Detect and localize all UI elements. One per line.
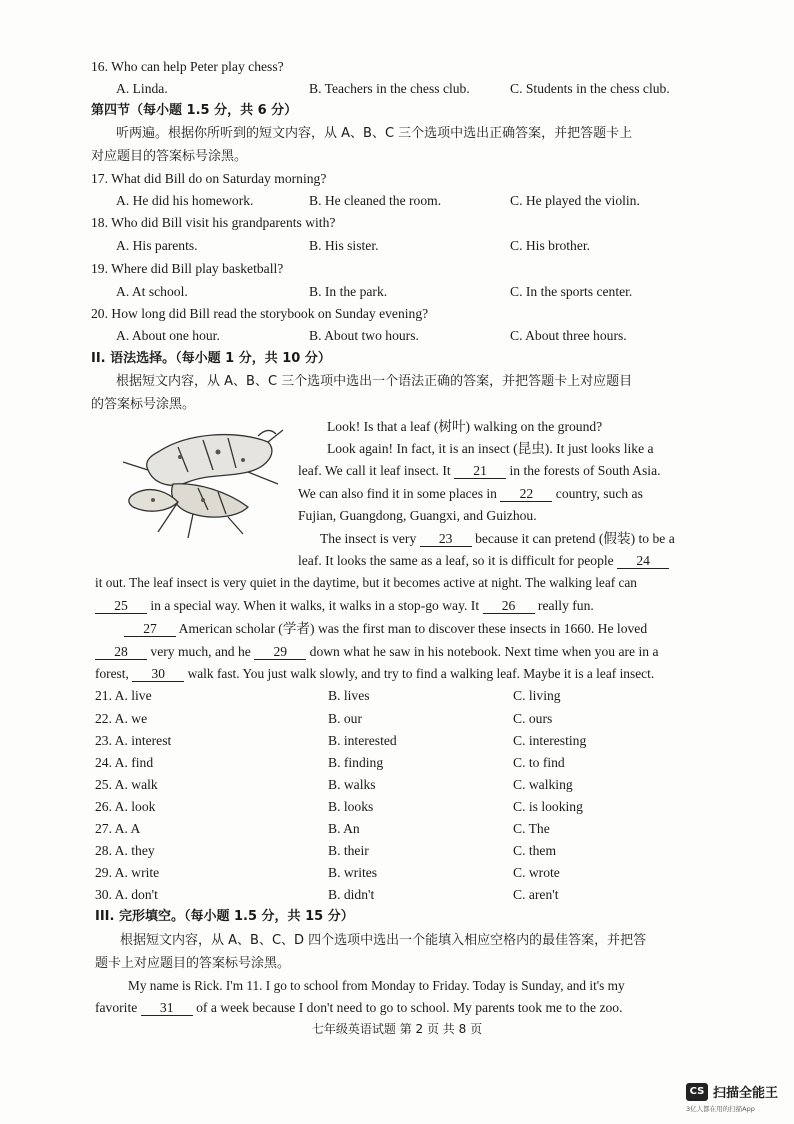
option-25-b[interactable]: B. walks — [328, 777, 376, 792]
passage1-text: forest, — [95, 666, 129, 681]
page-footer: 七年级英语试题 第 2 页 共 8 页 — [311, 1022, 483, 1036]
option-26-c[interactable]: C. is looking — [513, 799, 583, 814]
passage1-text: country, such as — [555, 486, 643, 501]
passage1-text: leaf. We call it leaf insect. It — [298, 463, 451, 478]
option-24-c[interactable]: C. to find — [513, 755, 565, 770]
blank-25[interactable]: 25 — [95, 598, 147, 614]
passage1-text: We can also find it in some places in — [298, 486, 497, 501]
passage1-text: American scholar (学者) was the first man to discover these insects in 1660. He loved — [178, 621, 648, 636]
option-28-c[interactable]: C. them — [513, 843, 557, 858]
q17-option-b: B. He cleaned the room. — [309, 193, 442, 208]
cs-logo-icon: CS — [686, 1083, 708, 1101]
grammar-heading: II. 语法选择。（每小题 1 分，共 10 分） — [91, 351, 331, 366]
passage1-line-4 — [298, 485, 643, 503]
passage1-text: in the forests of South Asia. — [509, 463, 661, 478]
q16-option-a: A. Linda. — [116, 81, 168, 96]
option-23-a[interactable]: 23. A. interest — [95, 733, 172, 748]
q20-option-c: C. About three hours. — [510, 328, 627, 343]
blank-29[interactable]: 29 — [254, 644, 306, 660]
passage1-line-12 — [95, 665, 654, 683]
option-26-a[interactable]: 26. A. look — [95, 799, 156, 814]
passage1-line-5: Fujian, Guangdong, Guangxi, and Guizhou. — [298, 508, 537, 523]
option-25-c[interactable]: C. walking — [513, 777, 573, 792]
passage1-text: down what he saw in his notebook. Next time when you are in a — [309, 644, 659, 659]
blank-21[interactable]: 21 — [454, 463, 506, 479]
section4-instruction-2: 对应题目的答案标号涂黑。 — [91, 149, 248, 164]
option-30-c[interactable]: C. aren't — [513, 887, 559, 902]
option-21-c[interactable]: C. living — [513, 688, 561, 703]
cloze-line-1: My name is Rick. I'm 11. I go to school from Monday to Friday. Today is Sunday, and it's my — [128, 978, 625, 993]
passage1-line-9 — [95, 597, 594, 615]
cloze-text: favorite — [95, 1000, 138, 1015]
q16-option-b: B. Teachers in the chess club. — [309, 81, 470, 96]
grammar-instruction-2: 的答案标号涂黑。 — [91, 397, 196, 412]
q18-option-c: C. His brother. — [510, 238, 591, 253]
q20-option-b: B. About two hours. — [309, 328, 419, 343]
option-25-a[interactable]: 25. A. walk — [95, 777, 158, 792]
blank-22[interactable]: 22 — [500, 486, 552, 502]
blank-31[interactable]: 31 — [141, 1000, 193, 1016]
passage1-text: leaf. It looks the same as a leaf, so it is difficult for people — [298, 553, 614, 568]
option-24-b[interactable]: B. finding — [328, 755, 384, 770]
leaf-insect-illustration — [118, 422, 288, 540]
passage1-line-7 — [298, 552, 669, 570]
option-29-b[interactable]: B. writes — [328, 865, 378, 880]
passage1-line-11 — [95, 643, 658, 661]
q19-option-a: A. At school. — [116, 284, 188, 299]
q18-option-b: B. His sister. — [309, 238, 379, 253]
q17-option-c: C. He played the violin. — [510, 193, 640, 208]
q19-option-b: B. In the park. — [309, 284, 388, 299]
passage1-text: The insect is very — [320, 531, 417, 546]
grammar-instruction-1: 根据短文内容，从 A、B、C 三个选项中选出一个语法正确的答案，并把答题卡上对应题目 — [116, 374, 633, 389]
option-23-c[interactable]: C. interesting — [513, 733, 587, 748]
option-27-b[interactable]: B. An — [328, 821, 360, 836]
blank-30[interactable]: 30 — [132, 666, 184, 682]
passage1-line-1: Look! Is that a leaf (树叶) walking on the ground? — [327, 419, 603, 434]
option-24-a[interactable]: 24. A. find — [95, 755, 154, 770]
option-27-c[interactable]: C. The — [513, 821, 550, 836]
watermark-name: 扫描全能王 — [713, 1086, 779, 1101]
option-22-c[interactable]: C. ours — [513, 711, 553, 726]
passage1-line-8: it out. The leaf insect is very quiet in the daytime, but it becomes active at night. The walking leaf can — [95, 575, 637, 590]
option-29-a[interactable]: 29. A. write — [95, 865, 160, 880]
watermark-logo — [686, 1082, 778, 1101]
passage1-text: very much, and he — [150, 644, 251, 659]
passage1-line-3 — [298, 462, 661, 480]
q20-stem: 20. How long did Bill read the storybook on Sunday evening? — [91, 306, 429, 321]
option-22-a[interactable]: 22. A. we — [95, 711, 148, 726]
q17-stem: 17. What did Bill do on Saturday morning? — [91, 171, 327, 186]
blank-26[interactable]: 26 — [483, 598, 535, 614]
q19-option-c: C. In the sports center. — [510, 284, 633, 299]
cloze-instruction-2: 题卡上对应题目的答案标号涂黑。 — [95, 956, 291, 971]
cloze-instruction-1: 根据短文内容，从 A、B、C、D 四个选项中选出一个能填入相应空格内的最佳答案，并把答 — [120, 933, 647, 948]
option-28-b[interactable]: B. their — [328, 843, 369, 858]
option-21-a[interactable]: 21. A. live — [95, 688, 152, 703]
q18-option-a: A. His parents. — [116, 238, 198, 253]
q18-stem: 18. Who did Bill visit his grandparents with? — [91, 215, 336, 230]
passage1-line-6 — [320, 530, 675, 548]
section4-heading: 第四节（每小题 1.5 分，共 6 分） — [91, 103, 298, 118]
option-26-b[interactable]: B. looks — [328, 799, 374, 814]
q16-stem: 16. Who can help Peter play chess? — [91, 59, 284, 74]
blank-24[interactable]: 24 — [617, 553, 669, 569]
passage1-text: because it can pretend (假装) to be a — [475, 531, 675, 546]
option-22-b[interactable]: B. our — [328, 711, 362, 726]
option-23-b[interactable]: B. interested — [328, 733, 397, 748]
option-27-a[interactable]: 27. A. A — [95, 821, 141, 836]
passage1-text: walk fast. You just walk slowly, and try to find a walking leaf. Maybe it is a leaf insect. — [187, 666, 655, 681]
q16-option-c: C. Students in the chess club. — [510, 81, 670, 96]
q20-option-a: A. About one hour. — [116, 328, 220, 343]
section4-instruction-1: 听两遍。根据你所听到的短文内容，从 A、B、C 三个选项中选出正确答案，并把答题卡上 — [116, 126, 633, 141]
option-28-a[interactable]: 28. A. they — [95, 843, 155, 858]
passage1-line-10 — [124, 620, 647, 638]
q17-option-a: A. He did his homework. — [116, 193, 254, 208]
passage1-text: in a special way. When it walks, it walks in a stop-go way. It — [150, 598, 480, 613]
blank-28[interactable]: 28 — [95, 644, 147, 660]
q19-stem: 19. Where did Bill play basketball? — [91, 261, 284, 276]
option-29-c[interactable]: C. wrote — [513, 865, 560, 880]
option-21-b[interactable]: B. lives — [328, 688, 370, 703]
watermark-subtitle: 3亿人都在用的扫描App — [686, 1105, 755, 1113]
cloze-heading: III. 完形填空。（每小题 1.5 分，共 15 分） — [95, 909, 354, 924]
passage1-text: really fun. — [537, 598, 594, 613]
option-30-b[interactable]: B. didn't — [328, 887, 375, 902]
passage1-line-2: Look again! In fact, it is an insect (昆虫). It just looks like a — [327, 441, 654, 456]
cloze-line-2 — [95, 999, 622, 1017]
blank-27[interactable]: 27 — [124, 621, 176, 637]
blank-23[interactable]: 23 — [420, 531, 472, 547]
cloze-text: of a week because I don't need to go to school. My parents took me to the zoo. — [196, 1000, 623, 1015]
option-30-a[interactable]: 30. A. don't — [95, 887, 158, 902]
